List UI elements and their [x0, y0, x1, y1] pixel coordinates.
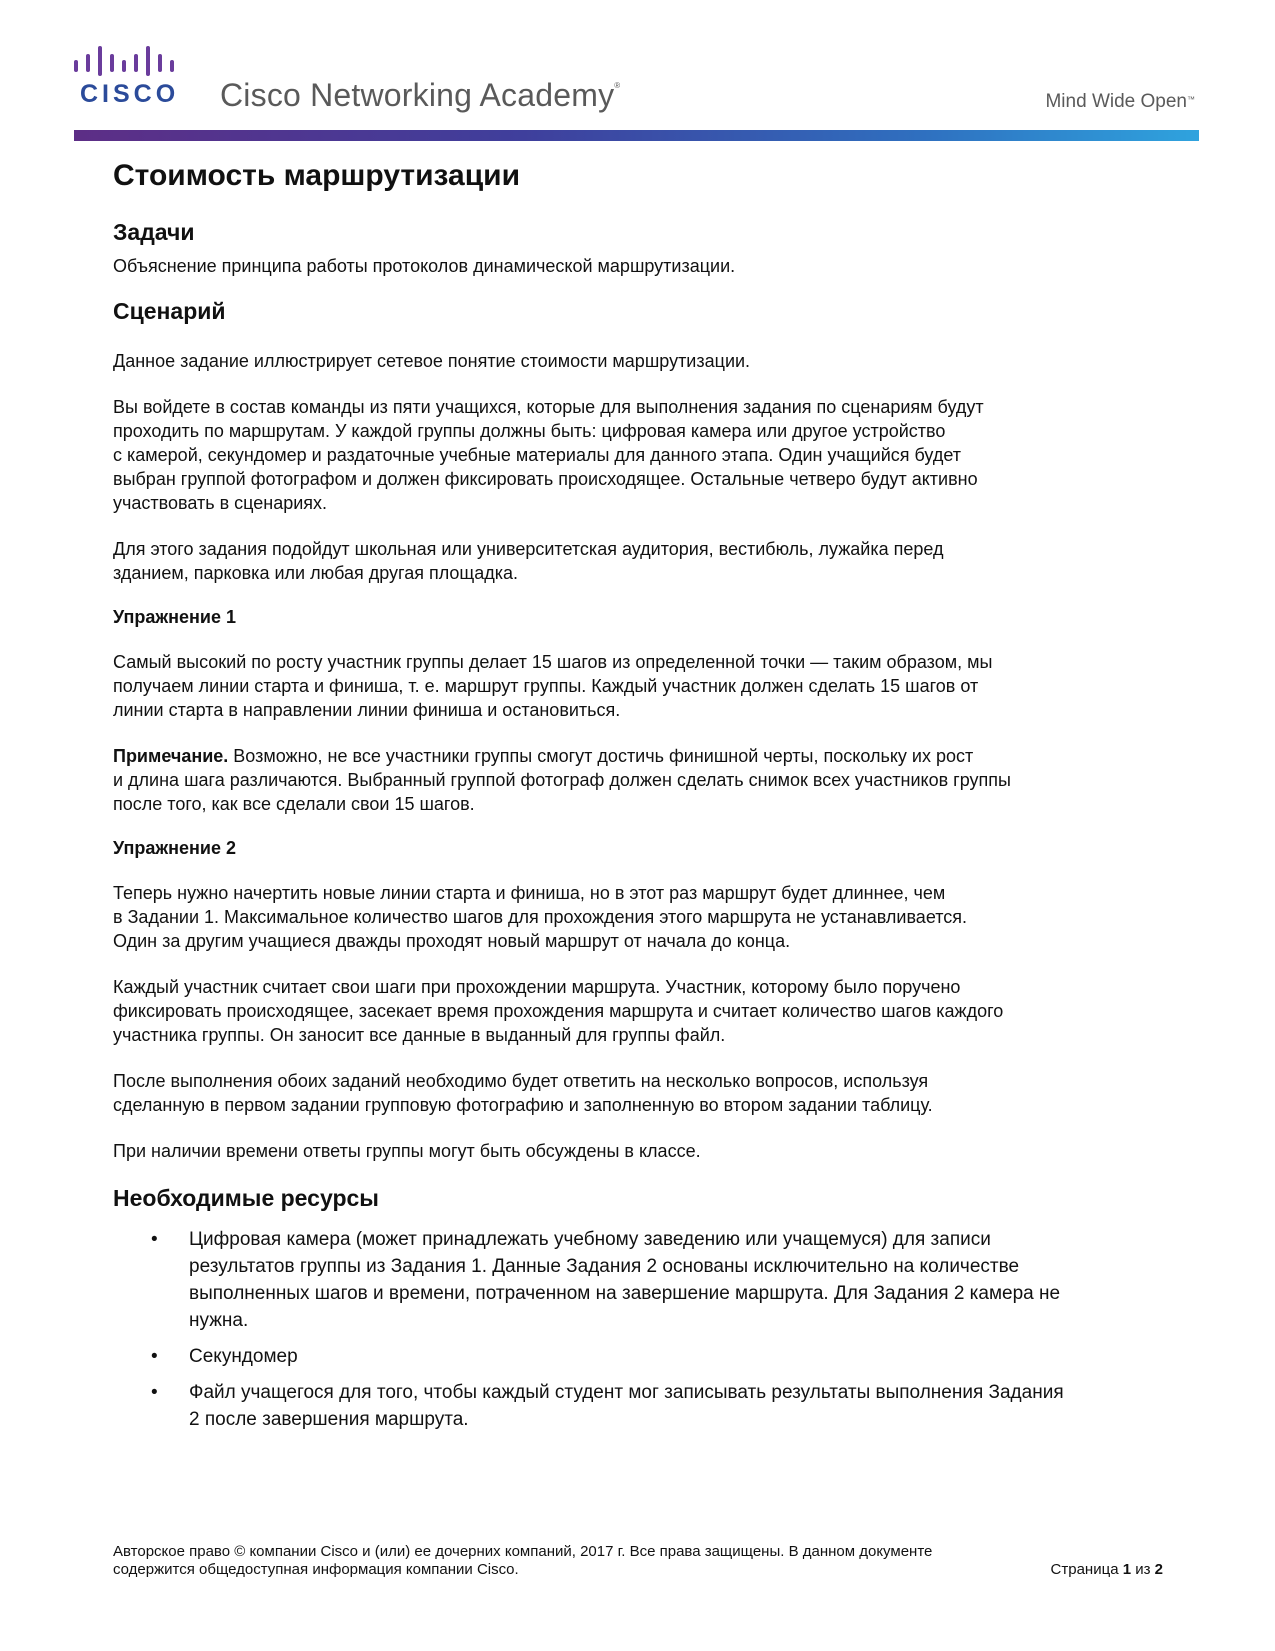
text-line: Теперь нужно начертить новые линии старта и финиша, но в этот раз маршрут будет длиннее, чем: [113, 883, 946, 903]
cisco-wordmark: CISCO: [80, 80, 180, 108]
scenario-paragraph-3: [113, 537, 1163, 585]
page-title: Стоимость маршрутизации: [113, 159, 521, 192]
exercise-1-paragraph: [113, 650, 1163, 722]
list-item: [113, 1379, 1163, 1433]
note-paragraph: [113, 744, 1163, 816]
tasks-heading: Задачи: [113, 219, 195, 245]
exercise-2-paragraph-4: При наличии времени ответы группы могут быть обсуждены в классе.: [113, 1141, 701, 1161]
header-gradient-rule: [74, 130, 1199, 141]
page-header: [0, 0, 1275, 142]
text-line: Авторское право © компании Cisco и (или) ее дочерних компаний, 2017 г. Все права защищены. В данном документе: [113, 1543, 933, 1560]
text-line: результатов группы из Задания 1. Данные Задания 2 основаны исключительно на количестве: [189, 1256, 1020, 1277]
text-line: нужна.: [189, 1310, 249, 1331]
scenario-heading: Сценарий: [113, 298, 226, 324]
text-line: выполненных шагов и времени, потраченном на завершение маршрута. Для Задания 2 камера не: [189, 1283, 1061, 1304]
text-line: выбран группой фотографом и должен фиксировать происходящее. Остальные четверо будут активно: [113, 469, 978, 489]
text-line: Каждый участник считает свои шаги при прохождении маршрута. Участник, которому было поручено: [113, 977, 961, 997]
text-line: зданием, парковка или любая другая площадка.: [113, 563, 519, 583]
text-line: Цифровая камера (может принадлежать учебному заведению или учащемуся) для записи: [189, 1229, 991, 1250]
document-body: [113, 155, 1163, 1442]
resources-list: [113, 1226, 1163, 1433]
bullet-icon: •: [151, 1382, 158, 1403]
list-item: [113, 1343, 1163, 1370]
page-number: Страница 1 из 2: [1050, 1561, 1163, 1578]
text-line: 2 после завершения маршрута.: [189, 1409, 469, 1430]
text-line: с камерой, секундомер и раздаточные учебные материалы для данного этапа. Один учащийся будет: [113, 445, 961, 465]
text-line: получаем линии старта и финиша, т. е. маршрут группы. Каждый участник должен сделать 15 шагов от: [113, 676, 979, 696]
scenario-paragraph-1: Данное задание иллюстрирует сетевое понятие стоимости маршрутизации.: [113, 351, 751, 371]
text-line: в Задании 1. Максимальное количество шагов для прохождения этого маршрута не устанавливается.: [113, 907, 968, 927]
text-line: линии старта в направлении линии финиша и остановиться.: [113, 700, 621, 720]
text-line: Файл учащегося для того, чтобы каждый студент мог записывать результаты выполнения Задания: [189, 1382, 1064, 1403]
bullet-icon: •: [151, 1229, 158, 1250]
text-line: сделанную в первом задании групповую фотографию и заполненную во втором задании таблицу.: [113, 1095, 933, 1115]
text-line: проходить по маршрутам. У каждой группы должны быть: цифровая камера или другое устройство: [113, 421, 946, 441]
text-line: После выполнения обоих заданий необходимо будет ответить на несколько вопросов, используя: [113, 1071, 929, 1091]
text-line: участвовать в сценариях.: [113, 493, 328, 513]
page-footer: [113, 1543, 1163, 1579]
page-current: 1: [1122, 1561, 1132, 1578]
text-line: и длина шага различаются. Выбранный группой фотограф должен сделать снимок всех участников группы: [113, 770, 1011, 790]
exercise-1-heading: Упражнение 1: [113, 607, 236, 627]
cisco-bars-icon: [74, 46, 190, 80]
text-line: содержится общедоступная информация компании Cisco.: [113, 1561, 519, 1578]
page-total: 2: [1154, 1561, 1163, 1578]
exercise-2-heading: Упражнение 2: [113, 838, 236, 858]
text-line: после того, как все сделали свои 15 шагов.: [113, 794, 475, 814]
bullet-icon: •: [151, 1346, 158, 1367]
text-line: участника группы. Он заносит все данные в выданный для группы файл.: [113, 1025, 726, 1045]
cisco-logo: [74, 46, 194, 112]
tasks-text: Объяснение принципа работы протоколов динамической маршрутизации.: [113, 256, 736, 276]
text-line: Возможно, не все участники группы смогут достичь финишной черты, поскольку их рост: [228, 746, 974, 766]
scenario-paragraph-2: [113, 395, 1163, 515]
text-line: фиксировать происходящее, засекает время прохождения маршрута и считает количество шагов каждого: [113, 1001, 1004, 1021]
resources-heading: Необходимые ресурсы: [113, 1185, 379, 1211]
text-line: Один за другим учащиеся дважды проходят новый маршрут от начала до конца.: [113, 931, 791, 951]
text-line: Секундомер: [189, 1346, 298, 1367]
copyright-notice: [113, 1543, 1013, 1579]
exercise-2-paragraph-2: [113, 975, 1163, 1047]
note-label: Примечание.: [113, 746, 229, 766]
academy-title: Cisco Networking Academy®: [220, 77, 621, 113]
exercise-2-paragraph-1: [113, 881, 1163, 953]
text-line: Вы войдете в состав команды из пяти учащихся, которые для выполнения задания по сценариям будут: [113, 397, 984, 417]
text-line: Самый высокий по росту участник группы делает 15 шагов из определенной точки — таким образом, мы: [113, 652, 993, 672]
exercise-2-paragraph-3: [113, 1069, 1163, 1117]
text-line: Для этого задания подойдут школьная или университетская аудитория, вестибюль, лужайка перед: [113, 539, 944, 559]
list-item: [113, 1226, 1163, 1334]
tagline: Mind Wide Open™: [1045, 91, 1195, 112]
